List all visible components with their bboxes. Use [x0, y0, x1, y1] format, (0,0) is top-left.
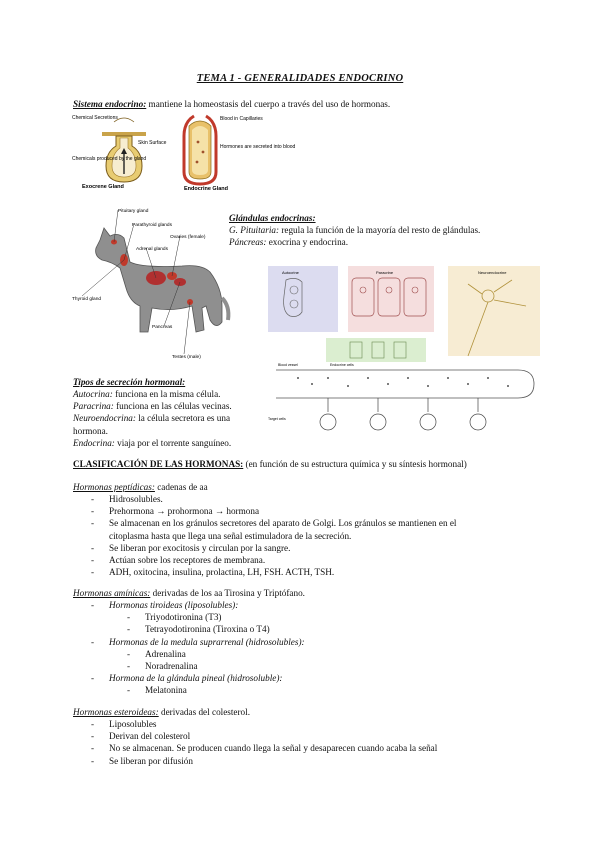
label-endocrine-cells: Endocrine cells [330, 363, 354, 367]
aminicas-block [73, 587, 533, 696]
paracrine-panel [348, 266, 434, 332]
label-blood-vessel: Blood vessel [278, 363, 298, 367]
blood-vessel-path [276, 370, 534, 398]
tipos-paracrina [73, 400, 273, 412]
esteroideas-title-line [73, 706, 533, 718]
page-title: TEMA 1 - GENERALIDADES ENDOCRINO [196, 73, 404, 84]
label-pituitary: Pituitary gland [118, 209, 149, 214]
endocrine-caption: Endocrine Gland [184, 186, 229, 192]
esteroideas-heading: Hormonas esteroideas: [73, 707, 159, 717]
list-item: - Derivan del colesterol [91, 730, 533, 742]
paracrina-text: funciona en las células vecinas. [113, 401, 232, 412]
peptidicas-block [73, 481, 533, 578]
autocrina-label: Autocrina: [73, 389, 113, 400]
aminicas-medula: - Hormonas de la medula suprarrenal (hidrosolubles): [91, 636, 533, 648]
clasificacion-paragraph [73, 458, 543, 470]
peptidicas-item3-line2: citoplasma hasta que llega una señal estimuladora de la secreción. [109, 530, 352, 541]
sistema-heading: Sistema endocrino: [73, 99, 147, 109]
autocrina-text: funciona en la misma célula. [112, 389, 221, 400]
tipos-heading: Tipos de secreción hormonal: [73, 377, 186, 387]
list-item: - Triyodotironina (T3) [127, 611, 533, 623]
label-adrenal: Adrenal glands [136, 247, 169, 252]
tipos-endocrina [73, 437, 273, 449]
list-item: - Prehormona → prohormona → hormona [91, 505, 533, 517]
peptidicas-heading: Hormonas peptídicas: [73, 482, 155, 492]
neuroendocrina-text: la célula secretora es una [135, 413, 231, 424]
list-item: - Liposolubles [91, 718, 533, 730]
clasificacion-note: (en función de su estructura química y su síntesis hormonal) [243, 459, 467, 469]
aminicas-list-2 [91, 636, 533, 648]
label-parathyroid: Parathyroid glands [132, 223, 172, 228]
aminicas-list [91, 599, 533, 611]
label-hormones-secreted: Hormones are secreted into blood [220, 144, 296, 150]
pituitaria-text: regula la función de la mayoría del resto de glándulas. [279, 225, 481, 236]
peptidicas-title-line [73, 481, 533, 493]
aminicas-list-3 [91, 672, 533, 684]
pancreas-label: Páncreas: [229, 237, 267, 248]
list-item: - Melatonina [127, 684, 533, 696]
medula-list [127, 648, 533, 672]
aminicas-pineal: - Hormona de la glándula pineal (hidrosoluble): [91, 672, 533, 684]
glandulas-heading: Glándulas endocrinas: [229, 213, 316, 223]
label-chemical-secretions: Chemical Secretions [72, 115, 118, 121]
label-autocrine: Autocrine [282, 270, 299, 275]
list-item: - Actúan sobre los receptores de membrana. [91, 554, 533, 566]
label-neuroendocrine: Neuroendocrine [478, 270, 507, 275]
autocrine-panel [268, 266, 338, 332]
list-item: - No se almacenan. Se producen cuando llega la señal y desaparecen cuando acaba la señal [91, 742, 533, 754]
dog-endocrine-figure [72, 202, 232, 368]
pituitaria-label: G. Pituitaria: [229, 225, 280, 236]
endocrina-label: Endocrina: [73, 437, 115, 448]
aminicas-title-line [73, 587, 533, 599]
pancreas-text: exocrina y endocrina. [266, 237, 349, 248]
sistema-paragraph [73, 98, 543, 110]
secretion-types-figure [268, 266, 540, 438]
label-blood-in-capillaries: Blood in Capillaries [220, 116, 263, 122]
peptidicas-item3-line1: - Se almacenan en los gránulos secretores del aparato de Golgi. Los gránulos se mantienen en el [109, 518, 457, 529]
esteroideas-block [73, 706, 533, 767]
label-ovaries: Ovaries (female) [170, 235, 206, 240]
list-item: - Hidrosolubles. [91, 493, 533, 505]
label-paracrine: Paracrine [376, 270, 394, 275]
list-item: - Noradrenalina [127, 660, 533, 672]
tipos-autocrina [73, 388, 273, 400]
label-thyroid: Thyroid gland [72, 297, 102, 302]
neuroendocrina-label: Neuroendocrina: [73, 413, 136, 424]
target-cells-panel [268, 406, 498, 438]
exocrine-endocrine-figure [72, 112, 296, 196]
aminicas-tiroideas: - Hormonas tiroideas (liposolubles): [91, 599, 533, 611]
glandulas-pituitaria [229, 224, 539, 236]
list-item [91, 517, 533, 541]
paracrina-label: Paracrina: [73, 401, 114, 412]
neuroendocrine-panel [448, 266, 540, 356]
tipos-neuroendocrina-cont [73, 425, 273, 437]
esteroideas-list [91, 718, 533, 767]
tipos-block [73, 376, 273, 449]
glandulas-pancreas [229, 236, 539, 248]
endocrina-text: viaja por el torrente sanguíneo. [114, 437, 232, 448]
list-item: - Tetrayodotironina (Tiroxina o T4) [127, 623, 533, 635]
list-item: - Se liberan por exocitosis y circulan por la sangre. [91, 542, 533, 554]
peptidicas-intro: cadenas de aa [154, 482, 208, 492]
aminicas-intro: derivadas de los aa Tirosina y Triptófano. [150, 588, 305, 598]
aminicas-heading: Hormonas amínicas: [73, 588, 151, 598]
label-target-cells: Target cells [268, 417, 286, 421]
tipos-neuroendocrina [73, 412, 273, 424]
tiroideas-list [127, 611, 533, 635]
exocrine-caption: Exocrene Gland [82, 184, 124, 190]
pineal-list [127, 684, 533, 696]
list-item: - ADH, oxitocina, insulina, prolactina, LH, FSH. ACTH, TSH. [91, 566, 533, 578]
label-skin-surface: Skin Surface [138, 140, 167, 146]
endocrine-gland-drawing [184, 116, 216, 184]
exocrine-gland-drawing [102, 118, 146, 182]
list-item: - Se liberan por difusión [91, 755, 533, 767]
list-item: - Adrenalina [127, 648, 533, 660]
endocrine-cells-panel [326, 338, 426, 362]
sistema-text: mantiene la homeostasis del cuerpo a través del uso de hormonas. [146, 99, 391, 109]
clasificacion-heading: CLASIFICACIÓN DE LAS HORMONAS: [73, 459, 244, 469]
label-chemicals-produced: Chemicals produced by the gland [72, 156, 147, 162]
label-pancreas: Pancreas [152, 325, 173, 330]
peptidicas-list [91, 493, 533, 578]
neuroendocrina-text-cont: hormona. [73, 425, 108, 436]
esteroideas-intro: derivadas del colesterol. [158, 707, 250, 717]
label-testes: Testes (male) [172, 355, 201, 360]
glandulas-block [229, 212, 539, 248]
